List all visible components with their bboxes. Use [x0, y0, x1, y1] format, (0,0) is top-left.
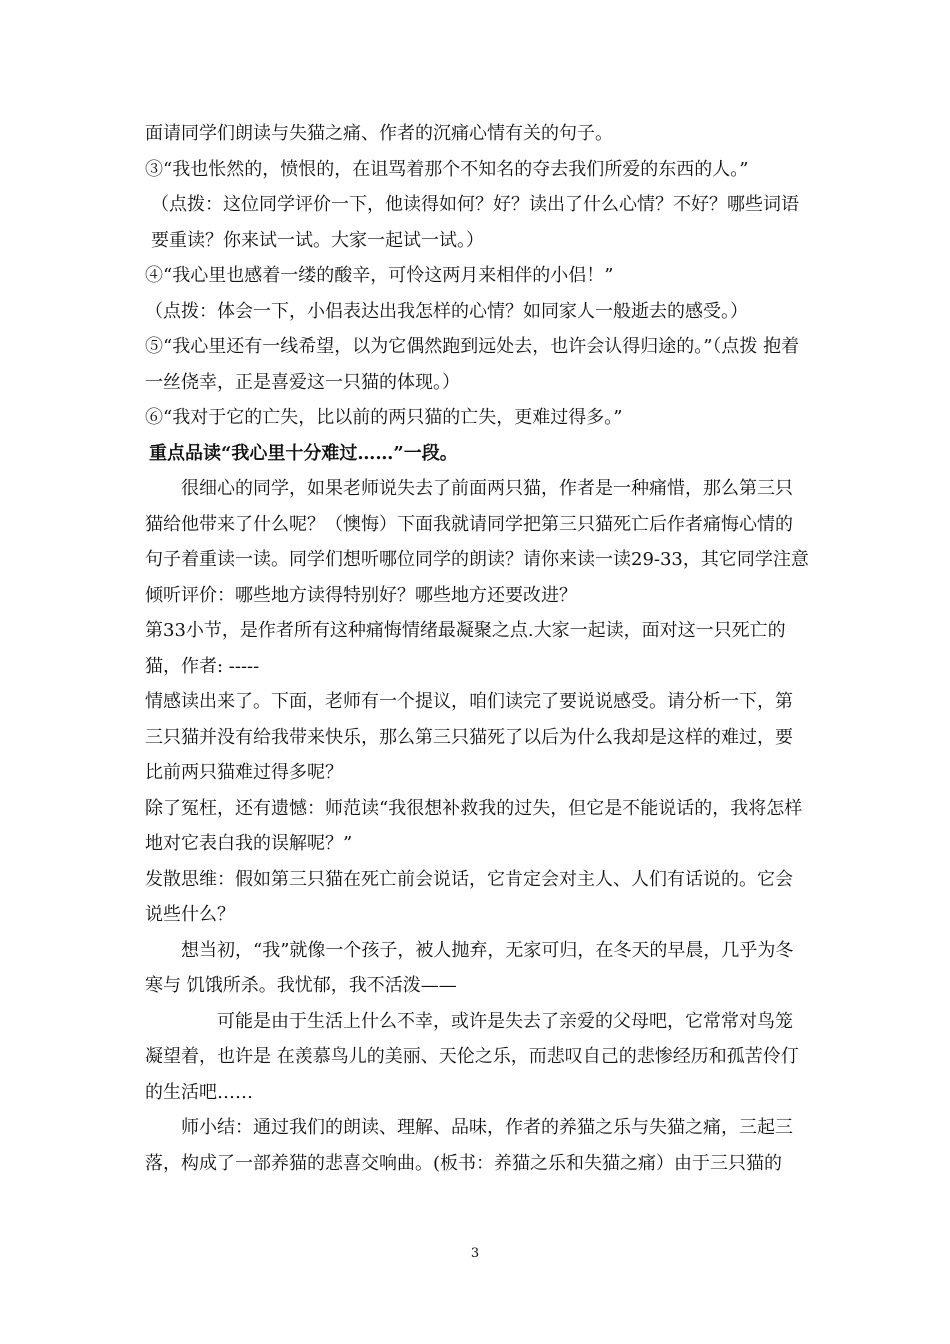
paragraph-possible: 可能是由于生活上什么不幸，或许是失去了亲爱的父母吧，它常常对鸟笼凝望着，也许是 在羡慕鸟儿的美丽、天伦之乐，而悲叹自己的悲惨经历和孤苦伶仃的生活吧…… [145, 1010, 799, 1103]
hint-4: （点拨：体会一下，小侣表达出我怎样的心情？如同家人一般逝去的感受。） [145, 300, 748, 322]
page-number: 3 [470, 1246, 480, 1261]
quote-6: ⑥“我对于它的亡失，比以前的两只猫的亡失，更难过得多。” [145, 407, 623, 428]
body-text [145, 116, 810, 1181]
section-heading: 重点品读“我心里十分难过……”一段。 [149, 442, 458, 464]
quote-5: ⑤“我心里还有一线希望，以为它偶然跑到远处去，也许会认得归途的。”（点拨 抱着一丝侥幸，正是喜爱这一只猫的体现。） [145, 336, 800, 393]
paragraph-reading: 很细心的同学，如果老师说失去了前面两只猫，作者是一种痛惜，那么第三只猫给他带来了什么呢？（懊悔）下面我就请同学把第三只猫死亡后作者痛悔心情的句子着重读一读。同学们想听哪位同学的朗读？请你来读一读29-33，其它同学注意倾听评价：哪些地方读得特别好？哪些地方还要改进？ [145, 478, 809, 606]
paragraph-intro: 面请同学们朗读与失猫之痛、作者的沉痛心情有关的句子。 [145, 123, 613, 144]
paragraph-imagine: 想当初，“我”就像一个孩子，被人抛弃，无家可归，在冬天的早晨，几乎为冬寒与 饥饿所杀。我忧郁，我不活泼—— [145, 939, 794, 996]
paragraph-divergent: 发散思维：假如第三只猫在死亡前会说话，它肯定会对主人、人们有话说的。它会说些什么？ [145, 868, 793, 925]
paragraph-section-33: 第33小节，是作者所有这种痛悔情绪最凝聚之点.大家一起读，面对这一只死亡的猫，作者: ----- [145, 620, 786, 677]
paragraph-regret: 除了冤枉，还有遗憾：师范读“我很想补救我的过失，但它是不能说话的，我将怎样地对它表白我的误解呢？” [145, 797, 803, 854]
hint-3: （点拨：这位同学评价一下，他读得如何？好？读出了什么心情？不好？哪些词语要重读？你来试一试。大家一起试一试。） [151, 194, 799, 251]
paragraph-summary: 师小结：通过我们的朗读、理解、品味，作者的养猫之乐与失猫之痛，三起三落，构成了一部养猫的悲喜交响曲。(板书：养猫之乐和失猫之痛）由于三只猫的 [145, 1117, 793, 1174]
quote-4: ④“我心里也感着一缕的酸辛，可怜这两月来相伴的小侣！” [145, 265, 614, 286]
quote-3: ③“我也怅然的，愤恨的，在诅骂着那个不知名的夺去我们所爱的东西的人。” [145, 158, 749, 180]
paragraph-analysis: 情感读出来了。下面，老师有一个提议，咱们读完了要说说感受。请分析一下，第三只猫并没有给我带来快乐，那么第三只猫死了以后为什么我却是这样的难过，要比前两只猫难过得多呢？ [145, 691, 793, 783]
